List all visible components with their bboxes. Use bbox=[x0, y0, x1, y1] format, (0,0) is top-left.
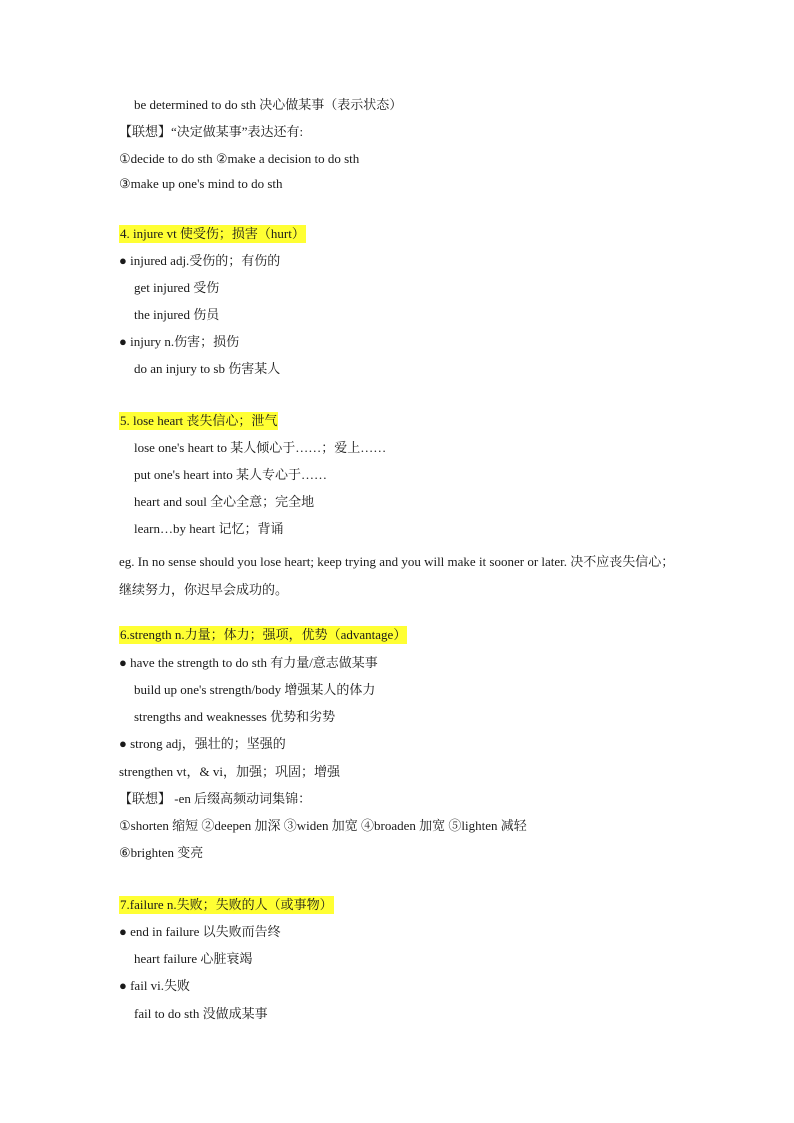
bullet-line: ● fail vi.失败 bbox=[119, 978, 191, 993]
phrase-line: learn…by heart 记忆；背诵 bbox=[134, 521, 284, 536]
phrase-line: get injured 受伤 bbox=[134, 280, 220, 295]
phrase-line: do an injury to sb 伤害某人 bbox=[134, 361, 281, 376]
phrase-line: build up one's strength/body 增强某人的体力 bbox=[134, 682, 376, 697]
phrase-line: fail to do sth 没做成某事 bbox=[134, 1006, 268, 1021]
entry-heading-7: 7.failure n.失败；失败的人（或事物） bbox=[120, 897, 333, 912]
phrase-line: put one's heart into 某人专心于…… bbox=[134, 467, 327, 482]
bullet-line: ● strong adj，强壮的；坚强的 bbox=[119, 736, 286, 751]
example-sentence: eg. In no sense should you lose heart; keep trying and you will make it sooner or later. 决不应丧失信心；继续努力，你迟早会成功的。 bbox=[119, 554, 675, 597]
phrase-line: be determined to do sth 决心做某事（表示状态） bbox=[134, 97, 403, 112]
phrase-line: lose one's heart to 某人倾心于……；爱上…… bbox=[134, 440, 387, 455]
bullet-line: ● injured adj.受伤的；有伤的 bbox=[119, 253, 281, 268]
phrase-line: strengths and weaknesses 优势和劣势 bbox=[134, 709, 336, 724]
bullet-line: ● have the strength to do sth 有力量/意志做某事 bbox=[119, 655, 378, 670]
association-note: 【联想】 -en 后缀高频动词集锦： bbox=[119, 791, 312, 806]
entry-heading-6: 6.strength n.力量；体力；强项，优势（advantage） bbox=[120, 627, 407, 642]
phrase-line: ①decide to do sth ②make a decision to do sth bbox=[119, 151, 360, 166]
association-note: 【联想】“决定做某事”表达还有: bbox=[119, 124, 304, 139]
phrase-line: ⑥brighten 变亮 bbox=[119, 845, 204, 860]
phrase-line: strengthen vt，& vi，加强；巩固；增强 bbox=[119, 764, 340, 779]
bullet-line: ● end in failure 以失败而告终 bbox=[119, 924, 281, 939]
bullet-line: ● injury n.伤害；损伤 bbox=[119, 334, 240, 349]
entry-heading-5: 5. lose heart 丧失信心；泄气 bbox=[120, 413, 278, 428]
phrase-line: heart and soul 全心全意；完全地 bbox=[134, 494, 315, 509]
entry-heading-4: 4. injure vt 使受伤；损害（hurt） bbox=[120, 226, 305, 241]
phrase-line: heart failure 心脏衰竭 bbox=[134, 951, 253, 966]
phrase-line: ①shorten 缩短 ②deepen 加深 ③widen 加宽 ④broaden 加宽 ⑤lighten 减轻 bbox=[119, 818, 527, 833]
phrase-line: ③make up one's mind to do sth bbox=[119, 176, 283, 191]
phrase-line: the injured 伤员 bbox=[134, 307, 220, 322]
